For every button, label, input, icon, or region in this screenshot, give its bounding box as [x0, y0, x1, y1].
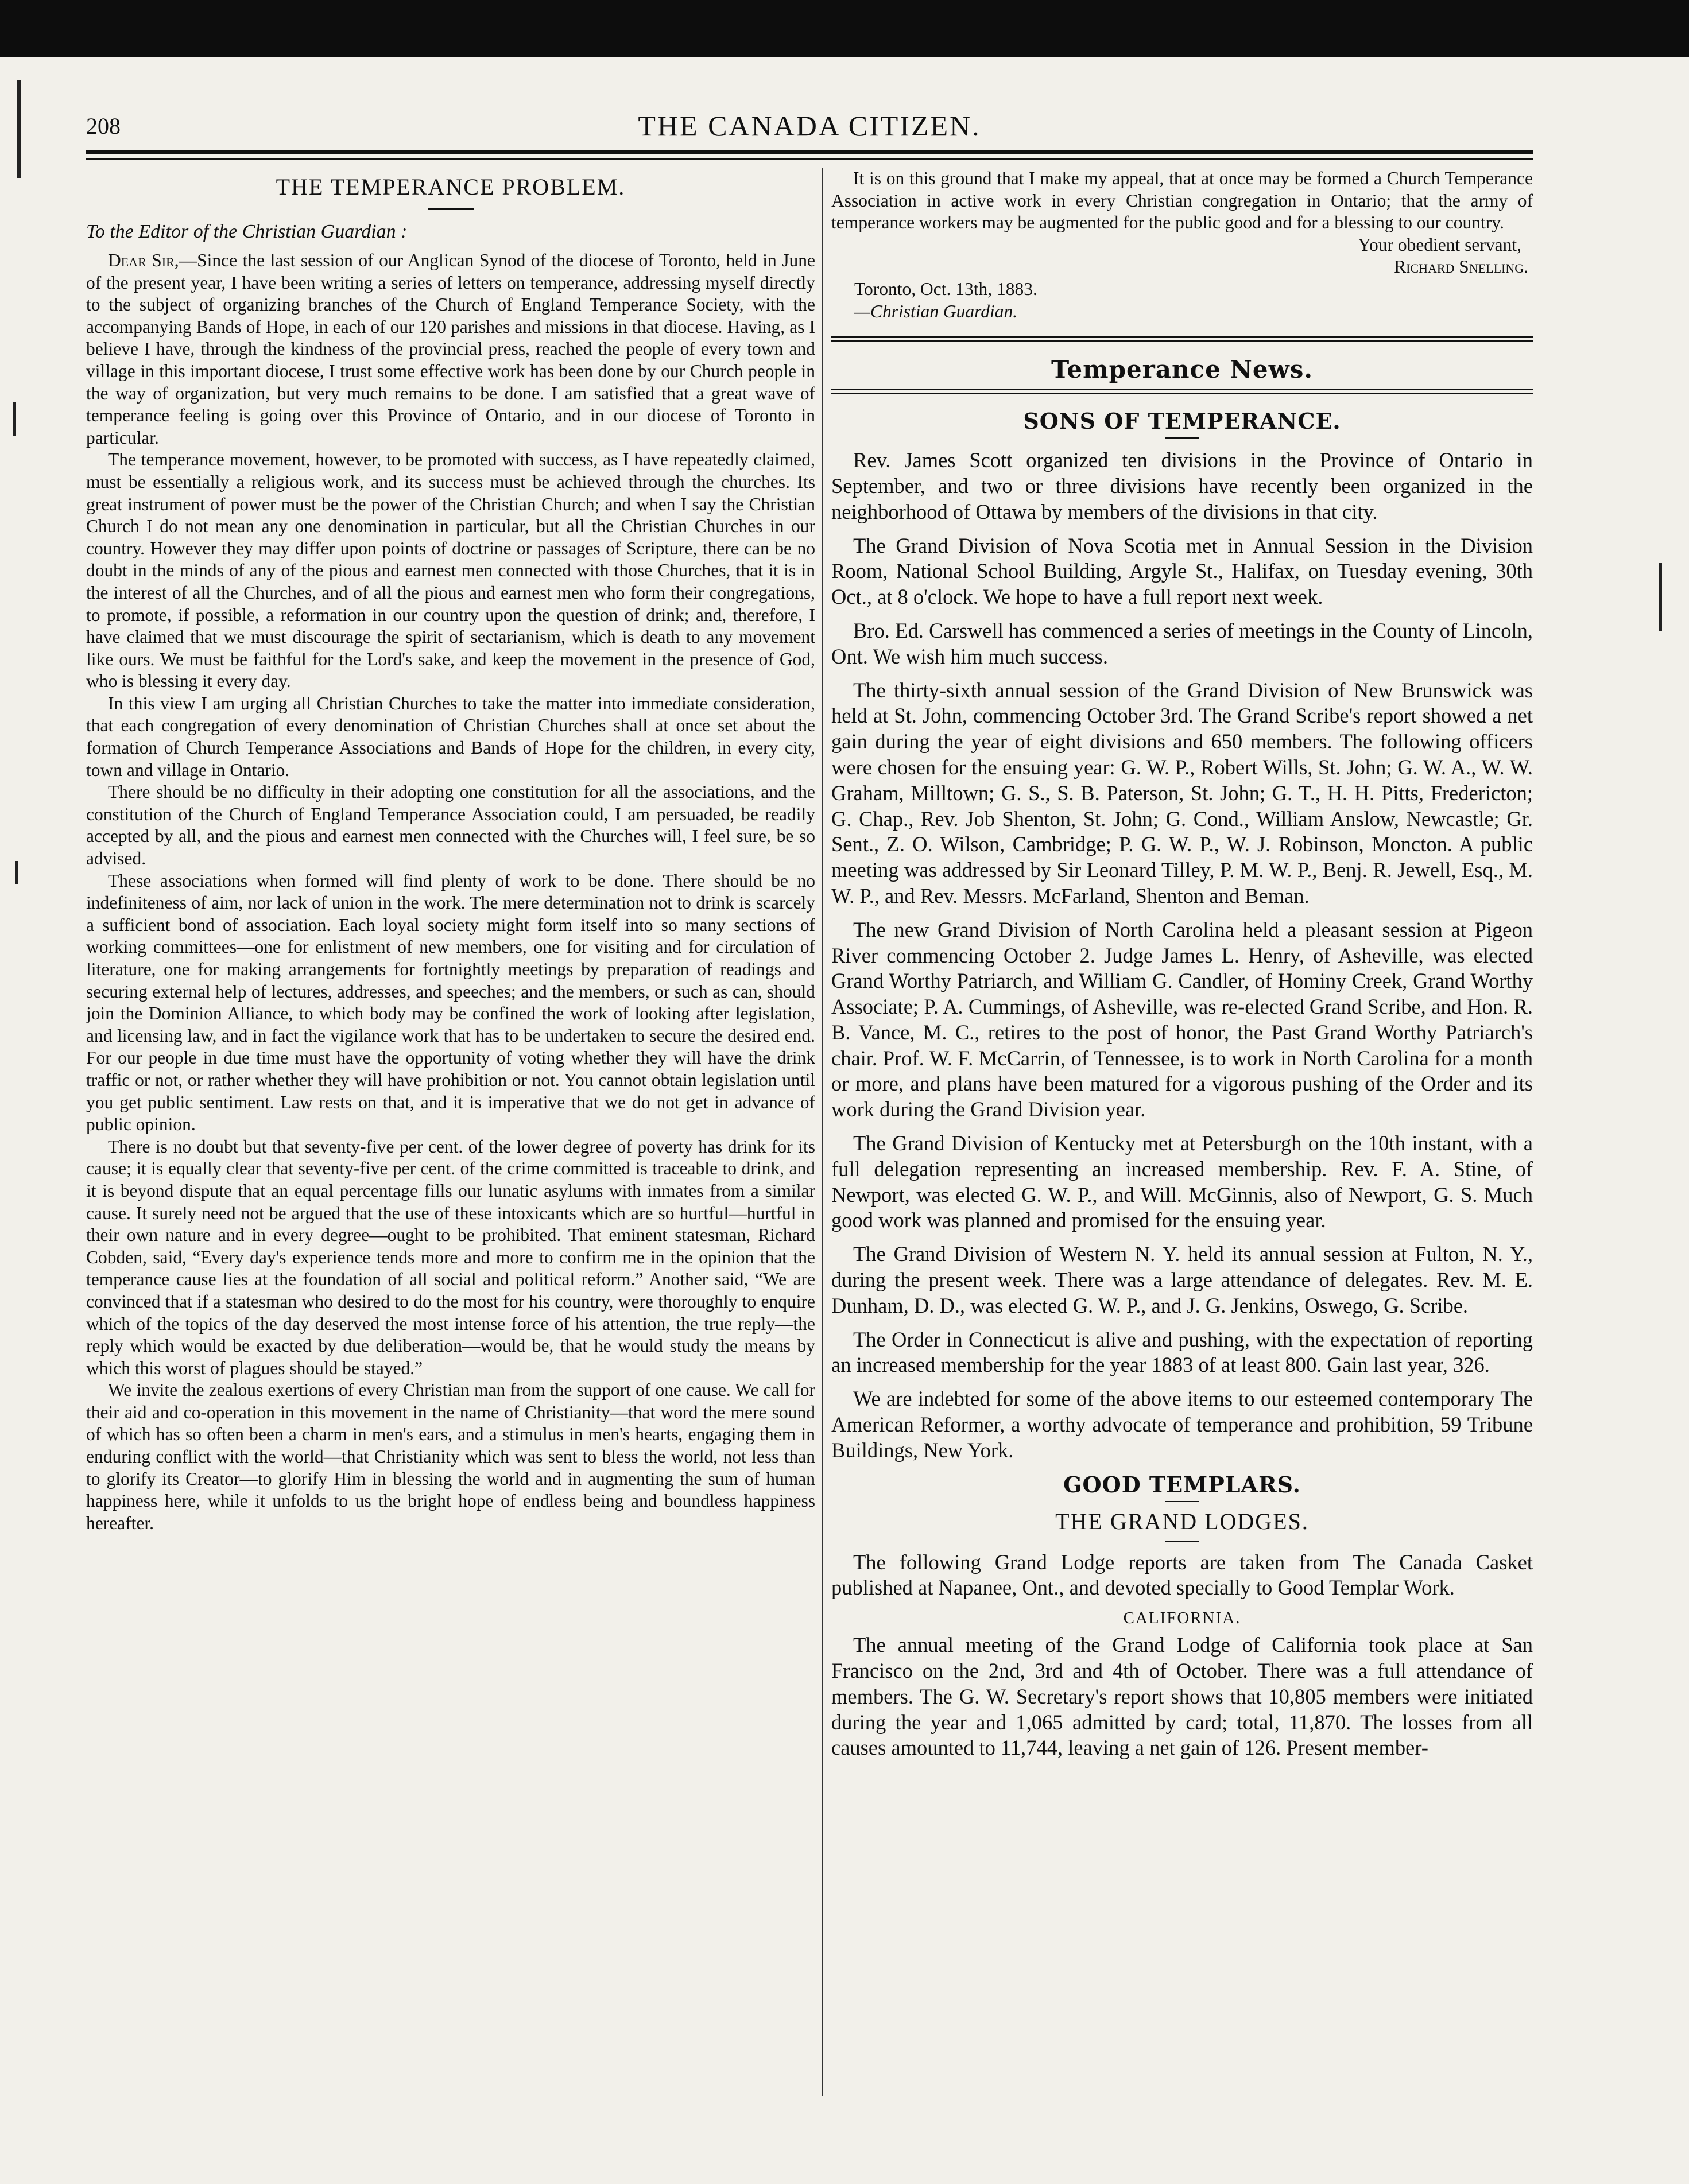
signature-block [831, 234, 1533, 323]
heading-rule [1165, 1541, 1199, 1542]
section-rule [831, 336, 1533, 342]
title-rule [428, 208, 474, 210]
paragraph: The Grand Division of Kentucky met at Petersburgh on the 10th instant, with a full delegation representing an increased membership. Rev. F. A. Stine, of Newport, was elected G. W. P., and Will. McGinnis, also of Newport, G. S. Much good work was planned and promised for the ensuing year. [831, 1131, 1533, 1232]
scan-edge-dark [0, 0, 1689, 57]
paragraph: The following Grand Lodge reports are taken from The Canada Casket published at Napanee, Ont., and devoted specially to Good Templar Work. [831, 1550, 1533, 1600]
article-body [86, 250, 815, 1534]
templars-body [831, 1550, 1533, 1601]
california-heading: CALIFORNIA. [1123, 1609, 1241, 1628]
scan-edge-speck [17, 80, 21, 178]
scan-edge-speck [15, 861, 18, 884]
source-credit: —Christian Guardian. [854, 301, 1018, 321]
templars-heading: GOOD TEMPLARS. [1063, 1471, 1301, 1498]
paragraph: The Order in Connecticut is alive and pushing, with the expectation of reporting an increased membership for the year 1883 of at least 800. Gain last year, 326. [831, 1327, 1533, 1377]
article-title: THE TEMPERANCE PROBLEM. [276, 174, 626, 200]
right-column [831, 168, 1533, 2102]
column-divider [822, 168, 823, 2096]
paragraph: These associations when formed will find plenty of work to be done. There should be no indefiniteness of aim, nor lack of union in the work. The mere determination not to drink is scarcely a sufficient bond of association. Each loyal society might form itself into so many sections of working committees—one for enlistment of new members, one for visiting and for circulation of literature, one for making arrangements for fortnightly meetings by preparation of readings and securing external help of lectures, addresses, and speeches; and the members, or such as can, should join the Dominion Alliance, to which body may be confined the work of looking after legislation, and licensing law, and in fact the vigilance work that has to be undertaken to secure the desired end. For our people in due time must have the opportunity of voting whether they will have the drink traffic or not, or rather whether they will have prohibition or not. You cannot obtain legislation until you get public sentiment. Law rests on that, and it is imperative that we do not get in advance of public opinion. [86, 870, 815, 1135]
signature: Richard Snelling. [1394, 257, 1528, 277]
page-header [86, 109, 1533, 149]
paragraph: In this view I am urging all Christian Churches to take the matter into immediate consideration, that each congregation of every denomination of Christian Churches shall at once set about the formation of Church Temperance Associations and Bands of Hope for the children, in every city, town and village in Ontario. [86, 693, 815, 780]
paragraph: The thirty-sixth annual session of the Grand Division of New Brunswick was held at St. John, commencing October 3rd. The Grand Scribe's report showed a net gain during the year of eight divisions and 650 members. The following officers were chosen for the ensuing year: G. W. P., Robert Wills, St. John; G. W. A., W. W. Graham, Milltown; G. S., S. B. Paterson, St. John; G. T., H. H. Pitts, Fredericton; G. Chap., Rev. Job Shenton, St. John; G. Cond., William Anslow, Newcastle; Gr. Sent., Z. O. Wilson, Cambridge; P. G. W. P., W. J. Robinson, Moncton. A public meeting was addressed by Sir Leonard Tilley, P. M. W. P., Benj. R. Jewell, Esq., M. W. P., and Rev. Messrs. McFarland, Shenton and Beman. [831, 678, 1533, 907]
scan-edge-speck [1659, 563, 1662, 631]
paragraph: The annual meeting of the Grand Lodge of California took place at San Francisco on the 2nd, 3rd and 4th of October. There was a full attendance of members. The G. W. Secretary's report shows that 10,805 members were initiated during the year and 1,065 admitted by card; total, 11,870. The losses from all causes amounted to 11,744, leaving a net gain of 126. Present member- [831, 1633, 1533, 1760]
paragraph: Rev. James Scott organized ten divisions in the Province of Ontario in September, and two or three divisions have recently been organized in the neighborhood of Ottawa by members of the divisions in that city. [831, 448, 1533, 523]
scan-edge-speck [13, 402, 16, 436]
page-number: 208 [86, 113, 121, 139]
letter-conclusion [831, 168, 1533, 234]
paragraph: The Grand Division of Western N. Y. held its annual session at Fulton, N. Y., during the present week. There was a large attendance of delegates. Rev. M. E. Dunham, D. D., was elected G. W. P., and J. G. Jenkins, Oswego, G. Scribe. [831, 1242, 1533, 1317]
paragraph [86, 250, 815, 449]
sons-heading: SONS OF TEMPERANCE. [1023, 408, 1341, 435]
paragraph-text: —Since the last session of our Anglican Synod of the diocese of Toronto, held in June of the present year, I have been writing a series of letters on temperance, addressing myself directly to the subject of organizing branches of the Church of England Temperance Society, with the accompanying Bands of Hope, in each of our 120 parishes and missions in that diocese. Having, as I believe I have, through the kindness of the provincial press, reached the people of every town and village in this important diocese, I trust some effective work has been done by our Church people in the way of organization, but very much remains to be done. I am satisfied that a great wave of temperance feeling is going over this Province of Ontario, and in our diocese of Toronto in particular. [86, 250, 815, 448]
paragraph: It is on this ground that I make my appeal, that at once may be formed a Church Temperance Association in active work in every Christian congregation in Ontario; that the army of temperance workers may be augmented for the public good and for a blessing to our country. [831, 168, 1533, 233]
dateline: Toronto, Oct. 13th, 1883. [854, 278, 1037, 299]
california-body [831, 1632, 1533, 1761]
news-heading: Temperance News. [1051, 355, 1313, 384]
paragraph: There is no doubt but that seventy-five per cent. of the lower degree of poverty has drink for its cause; it is equally clear that seventy-five per cent. of the crime committed is traceable to drink, and it is beyond dispute that an equal percentage fills our lunatic asylums with inmates from a similar cause. It surely need not be argued that the use of these intoxicants which are so hurtful—hurtful in their own nature and in every degree—ought to be prohibited. That eminent statesman, Richard Cobden, said, “Every day's experience tends more and more to confirm me in the opinion that the temperance cause lies at the foundation of all social and political reform.” Another said, “We are convinced that if a statesman who desired to do the most for his country, were thoroughly to enquire which of the topics of the day deserved the most intense force of his attention, the true reply—the reply which would be exacted by due deliberation—would be, that he would study the means by which this worst of plagues should be stayed.” [86, 1136, 815, 1378]
masthead: THE CANADA CITIZEN. [638, 110, 981, 142]
left-column [86, 168, 815, 2102]
paragraph: We invite the zealous exertions of every Christian man from the support of one cause. We call for their aid and co-operation in this movement in the name of Christianity—that word the mere sound of which has so often been a charm in men's ears, and a stimulus in men's hearts, engaging them in enduring conflict with the world—that Christianity which was sent to bless the world, not less than to glorify its Creator—to glorify Him in blessing the world and in augmenting the sum of human happiness here, while it unfolds to us the bright hope of endless being and boundless happiness hereafter. [86, 1380, 815, 1533]
paragraph: There should be no difficulty in their adopting one constitution for all the associations, and the constitution of the Church of England Temperance Association could, I am persuaded, be readily accepted by all, and the pious and earnest men connected with the Churches will, I feel sure, be so advised. [86, 782, 815, 869]
opening-words: Dear Sir, [108, 250, 179, 270]
header-rule-thick [86, 150, 1533, 154]
paragraph: We are indebted for some of the above items to our esteemed contemporary The American Reformer, a worthy advocate of temperance and prohibition, 59 Tribune Buildings, New York. [831, 1387, 1533, 1462]
section-rule [831, 389, 1533, 394]
heading-rule [1165, 1501, 1199, 1502]
paragraph: The Grand Division of Nova Scotia met in Annual Session in the Division Room, National School Building, Argyle St., Halifax, on Tuesday evening, 30th Oct., at 8 o'clock. We hope to have a full report next week. [831, 533, 1533, 609]
sons-body [831, 448, 1533, 1463]
closing: Your obedient servant, [1358, 234, 1521, 255]
salutation: To the Editor of the Christian Guardian : [86, 221, 408, 242]
lodges-heading: THE GRAND LODGES. [1055, 1508, 1309, 1534]
paragraph: The temperance movement, however, to be promoted with success, as I have repeatedly claimed, must be essentially a religious work, and its success must be achieved through the churches. Its great instrument of power must be the power of the Christian Church; and when I say the Christian Church I do not mean any one denomination in particular, but all the Christian Churches in our country. However they may differ upon points of doctrine or passages of Scripture, there can be no doubt in the minds of any of the pious and earnest men connected with those Churches, that it is in the interest of all the Churches, and of all the pious and earnest men who form their congregations, to promote, if possible, a reformation in our country upon the question of drink; and, therefore, I have claimed that we must discourage the spirit of sectarianism, which is death to any movement like ours. We must be faithful for the Lord's sake, and keep the movement in the presence of God, who is blessing it every day. [86, 449, 815, 692]
header-rule-thin [86, 158, 1533, 160]
paragraph: Bro. Ed. Carswell has commenced a series of meetings in the County of Lincoln, Ont. We wish him much success. [831, 618, 1533, 668]
paragraph: The new Grand Division of North Carolina held a pleasant session at Pigeon River commencing October 2. Judge James L. Henry, of Asheville, was elected Grand Worthy Patriarch, and William G. Candler, of Hominy Creek, Grand Worthy Associate; P. A. Cummings, of Asheville, was re-elected Grand Scribe, and Hon. R. B. Vance, M. C., retires to the post of honor, the Past Grand Worthy Patriarch's chair. Prof. W. F. McCarrin, of Tennessee, is to work in North Carolina for a month or more, and plans have been matured for a vigorous pushing of the Order and its work during the Grand Division year. [831, 917, 1533, 1122]
heading-rule [1165, 437, 1199, 439]
